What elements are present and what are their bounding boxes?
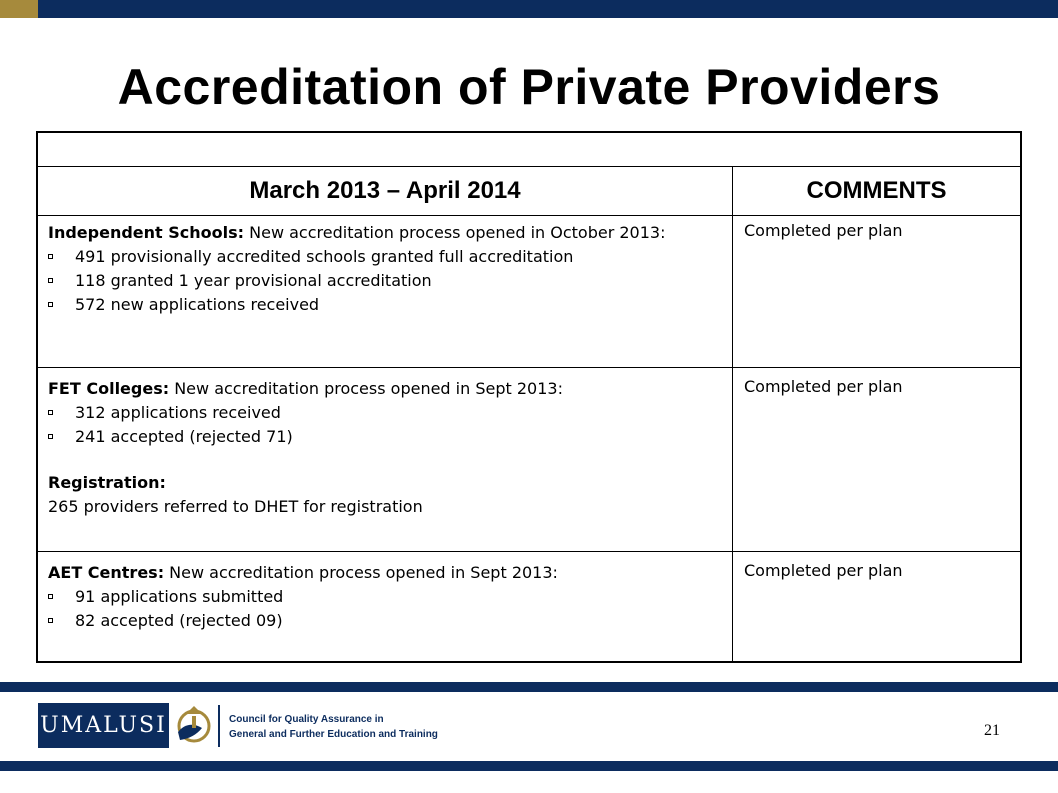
registration-text: 265 providers referred to DHET for registration	[48, 497, 423, 516]
bullet-square-icon	[48, 618, 53, 623]
bullet-square-icon	[48, 410, 53, 415]
slide-title: Accreditation of Private Providers	[117, 59, 941, 115]
list-item	[48, 609, 708, 633]
row-divider	[38, 367, 1020, 368]
footer-bar-top	[0, 682, 1058, 692]
logo-divider	[218, 705, 220, 747]
list-item-text: 572 new applications received	[75, 295, 320, 314]
table-empty-header-row	[38, 133, 1020, 167]
row-intro	[48, 561, 708, 585]
row-intro	[48, 377, 708, 401]
organization-name-line1: Council for Quality Assurance in	[229, 714, 384, 725]
list-item-text: 91 applications submitted	[75, 587, 284, 606]
list-item	[48, 401, 708, 425]
umalusi-logo	[38, 703, 169, 748]
bullet-square-icon	[48, 594, 53, 599]
bullet-square-icon	[48, 278, 53, 283]
table-row-aet-centres	[48, 561, 708, 633]
bullet-square-icon	[48, 254, 53, 259]
list-item-text: 118 granted 1 year provisional accreditation	[75, 271, 432, 290]
bullet-square-icon	[48, 302, 53, 307]
list-item-text: 241 accepted (rejected 71)	[75, 427, 293, 446]
page-number: 21	[984, 722, 1000, 739]
organization-name-line2: General and Further Education and Training	[229, 729, 438, 740]
comment-fet-colleges: Completed per plan	[744, 377, 903, 396]
list-item	[48, 585, 708, 609]
list-item	[48, 269, 708, 293]
list-item	[48, 245, 708, 269]
row-intro-text: New accreditation process opened in Sept 2013:	[169, 379, 563, 398]
table-row-fet-colleges	[48, 377, 708, 519]
column-divider	[732, 166, 733, 661]
organization-name	[229, 712, 438, 742]
row-intro-text: New accreditation process opened in October 2013:	[244, 223, 666, 242]
top-bar-accent	[0, 0, 38, 18]
accreditation-table	[36, 131, 1022, 663]
row-divider	[38, 215, 1020, 216]
column-header-comments: COMMENTS	[806, 177, 947, 204]
row-heading: FET Colleges:	[48, 379, 170, 398]
comment-aet-centres: Completed per plan	[744, 561, 903, 580]
list-item-text: 491 provisionally accredited schools granted full accreditation	[75, 247, 574, 266]
row-heading: Independent Schools:	[48, 223, 245, 242]
spacer	[48, 449, 708, 471]
list-item	[48, 425, 708, 449]
registration-heading-text: Registration:	[48, 473, 166, 492]
row-divider	[38, 551, 1020, 552]
top-bar	[0, 0, 1058, 18]
footer-bar-bottom	[0, 761, 1058, 771]
list-item-text: 82 accepted (rejected 09)	[75, 611, 283, 630]
row-intro-text: New accreditation process opened in Sept 2013:	[164, 563, 558, 582]
row-intro	[48, 221, 708, 245]
row-heading: AET Centres:	[48, 563, 165, 582]
logo-wordmark: UMALUSI	[40, 713, 167, 738]
bullet-square-icon	[48, 434, 53, 439]
column-header-period: March 2013 – April 2014	[249, 177, 521, 204]
comment-independent-schools: Completed per plan	[744, 221, 903, 240]
list-item	[48, 293, 708, 317]
registration-heading	[48, 471, 708, 495]
table-row-independent-schools	[48, 221, 708, 317]
umalusi-emblem-icon	[172, 702, 216, 750]
list-item-text: 312 applications received	[75, 403, 281, 422]
